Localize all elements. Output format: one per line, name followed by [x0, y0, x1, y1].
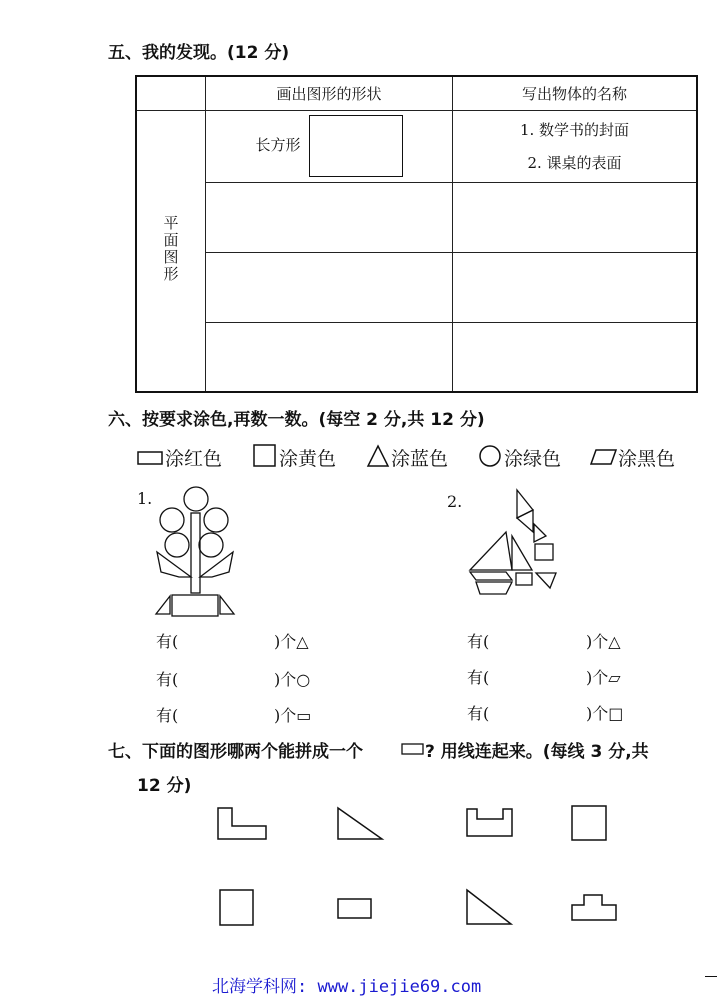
- answer-left-1-suffix: )个△: [274, 632, 309, 651]
- small-rectangle-figure[interactable]: [336, 897, 374, 921]
- answer-left-3-suffix: )个▭: [274, 706, 312, 725]
- rectangle-icon: [401, 742, 425, 756]
- row-label-text: 平面图形: [161, 214, 180, 283]
- color-legend: [137, 444, 697, 470]
- row-label-plane-shapes: [136, 110, 206, 392]
- answer-right-3-prefix: 有(: [467, 704, 490, 723]
- circle-icon: [478, 444, 502, 468]
- answer-right-1-prefix: 有(: [467, 632, 490, 651]
- answer-left-1-prefix: 有(: [156, 632, 179, 651]
- rectangle-drawing: [309, 115, 403, 177]
- header-object-name: 写出物体的名称: [453, 76, 698, 110]
- section7-title-b: ? 用线连起来。(每线 3 分,共: [425, 742, 649, 762]
- square-icon: [253, 444, 277, 468]
- legend-yellow: 涂黄色: [279, 448, 337, 470]
- name-answer-cell[interactable]: [453, 322, 698, 392]
- draw-answer-cell[interactable]: [206, 322, 453, 392]
- notched-shape-figure[interactable]: [465, 807, 515, 839]
- figure1-number: 1.: [137, 489, 153, 508]
- square-figure[interactable]: [570, 804, 610, 842]
- sailboat-figure: [466, 484, 566, 598]
- parallelogram-icon: [590, 448, 618, 466]
- figure2-number: 2.: [447, 492, 463, 511]
- answer-right-1-suffix: )个△: [586, 632, 621, 651]
- header-draw-shape: 画出图形的形状: [206, 76, 453, 110]
- draw-answer-cell[interactable]: [206, 252, 453, 322]
- l-shape-figure[interactable]: [216, 806, 270, 842]
- answer-right-3-suffix: )个□: [586, 704, 624, 723]
- answer-left-2-suffix: )个○: [274, 670, 311, 689]
- example-objects-cell: [453, 110, 698, 182]
- square-figure[interactable]: [218, 888, 256, 928]
- answer-right-2-prefix: 有(: [467, 668, 490, 687]
- name-answer-cell[interactable]: [453, 182, 698, 252]
- answer-left-3-prefix: 有(: [156, 706, 179, 725]
- answer-right-2-suffix: )个▱: [586, 668, 621, 687]
- example-object-2: 2. 课桌的表面: [527, 154, 622, 172]
- section5-title: 五、我的发现。(12 分): [108, 43, 290, 63]
- triangle-icon: [366, 444, 390, 468]
- name-answer-cell[interactable]: [453, 252, 698, 322]
- example-shape-cell: [206, 110, 453, 182]
- example-object-1: 1. 数学书的封面: [519, 121, 630, 139]
- draw-answer-cell[interactable]: [206, 182, 453, 252]
- right-triangle-figure[interactable]: [336, 806, 386, 842]
- page-mark: [705, 976, 717, 977]
- section7-title-a: 七、下面的图形哪两个能拼成一个: [108, 742, 363, 762]
- legend-green: 涂绿色: [504, 448, 562, 470]
- legend-black: 涂黑色: [618, 448, 676, 470]
- section6-title: 六、按要求涂色,再数一数。(每空 2 分,共 12 分): [108, 410, 485, 430]
- legend-blue: 涂蓝色: [391, 448, 449, 470]
- section7-title-c: 12 分): [137, 776, 192, 796]
- right-triangle-figure[interactable]: [465, 888, 515, 928]
- legend-red: 涂红色: [165, 448, 223, 470]
- footer-website[interactable]: 北海学科网: www.jiejie69.com: [212, 977, 482, 997]
- example-shape-name: 长方形: [255, 136, 301, 154]
- discovery-table: [135, 75, 698, 393]
- flower-figure: [150, 484, 240, 620]
- step-shape-figure[interactable]: [570, 893, 620, 923]
- answer-left-2-prefix: 有(: [156, 670, 179, 689]
- rectangle-icon: [137, 450, 163, 466]
- table-corner: [136, 76, 206, 110]
